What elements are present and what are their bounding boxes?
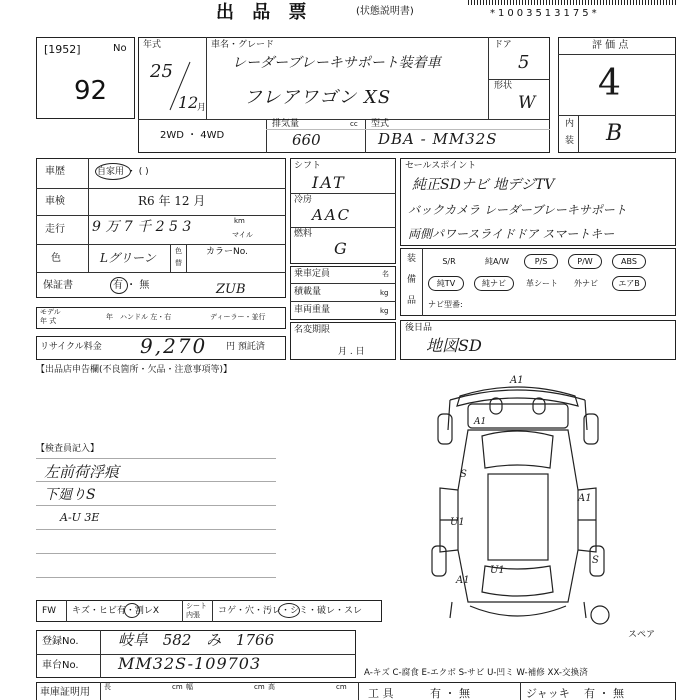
mark-front-a1: A1 — [510, 375, 524, 386]
car-name-label: 車名・グレード — [211, 40, 275, 50]
interior-label-1: 内 — [565, 119, 575, 129]
mark-rear-a1: A1 — [456, 575, 470, 586]
model-value: DBA - MM32S — [378, 130, 498, 148]
month-unit: 月 — [197, 103, 207, 113]
equip-ext-navi: 外ナビ — [574, 279, 598, 288]
interior-label-2: 装 — [565, 136, 575, 146]
car-body — [458, 430, 578, 602]
equipment-label-1: 装 — [407, 254, 417, 264]
lot-number: 92 — [74, 76, 108, 106]
after-items-value: 地図SD — [426, 336, 482, 355]
recycle-amount: 9,270 — [140, 334, 208, 358]
grade-score: 4 — [598, 63, 621, 104]
equip-airbag: エアB — [612, 276, 646, 291]
seat-text: コゲ・穴・汚レ・シミ・破レ・スレ — [218, 606, 363, 616]
jack-value: 有 ・ 無 — [584, 687, 624, 700]
seller-notes-label: 【出品店申告欄(不良箇所・欠品・注意事項等)】 — [36, 365, 233, 375]
door-label: ドア — [494, 40, 512, 50]
year-label: 年式 — [143, 40, 162, 50]
equip-alloy: 純A/W — [484, 257, 510, 266]
sales-point-label: セールスポイント — [405, 161, 477, 171]
barcode-strip — [468, 0, 676, 5]
mark-rear-u1: U1 — [490, 565, 505, 576]
inspection-label: 車検 — [45, 196, 65, 207]
equip-navi: 純ナビ — [474, 276, 514, 291]
repaint-label-2: 替 — [175, 259, 182, 267]
load-label: 積載量 — [294, 287, 322, 297]
cert-wide: 幅 — [186, 683, 193, 691]
equip-leather: 革シート — [526, 279, 558, 288]
cert-wide-unit: cm — [254, 683, 265, 691]
equipment-label-2: 備 — [407, 275, 417, 285]
spare-label: スペア — [628, 630, 656, 640]
sales-line-3: 両側パワースライドドア スマートキー — [408, 227, 615, 241]
color-no-label: カラーNo. — [206, 247, 248, 257]
transfer-label: 名変期限 — [294, 325, 331, 335]
grade-label: 評 価 点 — [592, 40, 629, 51]
shape-label: 形状 — [494, 81, 513, 91]
history-value: 自家用 ・ ( ) — [97, 167, 149, 177]
mile-unit: マイル — [232, 231, 253, 239]
shift-value: IAT — [312, 173, 346, 192]
warranty-label: 保証書 — [43, 280, 73, 291]
displacement-unit: cc — [350, 120, 358, 128]
capacity-unit: 名 — [382, 270, 389, 278]
spare-tire — [591, 606, 609, 624]
color-no-value: ZUB — [216, 282, 246, 297]
transfer-value: 月 . 日 — [338, 347, 365, 357]
car-damage-diagram — [410, 370, 625, 635]
rear-bumper — [470, 606, 566, 616]
cert-high: 高 — [268, 683, 275, 691]
dealer-value: ディーラー・並行 — [210, 313, 266, 321]
model-label: 型式 — [371, 119, 390, 129]
weight-label: 車両重量 — [294, 305, 331, 315]
km-unit: km — [234, 217, 245, 225]
chassis-label: 車台No. — [42, 660, 79, 671]
lot-tag: [1952] — [44, 43, 81, 56]
windshield — [482, 431, 553, 468]
equipment-label-3: 品 — [407, 296, 417, 306]
seat-label-1: シート — [186, 602, 207, 610]
recycle-unit: 円 預託済 — [226, 342, 265, 352]
load-unit: kg — [380, 289, 389, 297]
capacity-label: 乗車定員 — [294, 269, 331, 279]
form-subtitle: (状態説明書) — [356, 6, 414, 17]
cert-long-unit: cm — [172, 683, 183, 691]
car-name-line1: レーダーブレーキサポート装着車 — [232, 55, 441, 71]
interior-grade: B — [606, 121, 623, 146]
displacement-label: 排気量 — [272, 119, 300, 129]
color-label: 色 — [51, 253, 61, 264]
fw-text: キズ・ヒビ有・割レX — [72, 606, 159, 616]
shift-label: シフト — [294, 161, 322, 171]
sales-line-2: バックカメラ レーダーブレーキサポート — [408, 203, 627, 217]
mark-rear-s: S — [592, 555, 599, 566]
inspector-notes-label: 【検査員記入】 — [36, 444, 100, 454]
mark-side-s: S — [460, 469, 467, 480]
displacement-value: 660 — [292, 131, 321, 149]
repaint-label-1: 色 — [175, 247, 182, 255]
cooling-label: 冷房 — [294, 195, 313, 205]
inspector-line-1: 左前荷浮痕 — [44, 463, 120, 481]
bottom-row — [36, 682, 676, 700]
history-label: 車歴 — [45, 166, 65, 177]
mileage-label: 走行 — [45, 224, 65, 235]
month-value: 12 — [178, 93, 199, 112]
lot-no-label: No — [113, 43, 127, 54]
damage-code-legend: A-キズ C-腐食 E-エクボ S-サビ U-凹ミ W-補修 XX-交換済 — [364, 668, 588, 678]
shape-value: W — [518, 93, 536, 113]
mark-right-a1: A1 — [578, 493, 592, 504]
model-year-label-1: モデル — [40, 308, 61, 316]
tools-value: 有 ・ 無 — [430, 687, 470, 700]
warranty-circle — [110, 277, 128, 294]
inspector-line-3: A-U 3E — [60, 511, 100, 524]
car-name-line2: フレアワゴン XS — [244, 87, 392, 108]
reg-label: 登録No. — [42, 636, 79, 647]
recycle-label: リサイクル料金 — [40, 342, 102, 352]
history-circle — [95, 163, 131, 180]
model-year-label-2: 年 式 — [40, 317, 57, 325]
cert-label: 車庫証明用 — [40, 687, 90, 698]
wheel-front-left — [438, 414, 452, 444]
form-title: 出 品 票 — [216, 2, 313, 23]
after-items-label: 後日品 — [405, 323, 433, 333]
weight-unit: kg — [380, 307, 389, 315]
seat-circle — [278, 603, 300, 618]
model-year-unit: 年 — [106, 313, 113, 321]
fw-circle — [124, 603, 140, 618]
equip-pw: P/W — [568, 254, 602, 269]
equip-sr: S/R — [442, 257, 456, 266]
door-value: 5 — [518, 52, 530, 73]
equip-ps: P/S — [524, 254, 558, 269]
wheel-rear-left — [432, 546, 446, 576]
mark-side-u1: U1 — [450, 517, 465, 528]
cooling-value: AAC — [312, 206, 352, 224]
seat-label-2: 内張 — [186, 611, 200, 619]
equip-tv: 純TV — [428, 276, 464, 291]
mark-hood-a1: A1 — [474, 417, 487, 427]
drive-type: 2WD ・ 4WD — [160, 130, 225, 141]
cert-long: 長 — [104, 683, 111, 691]
inspection-value: R6 年 12 月 — [138, 194, 206, 208]
equip-abs: ABS — [612, 254, 646, 269]
fw-label: FW — [42, 606, 57, 616]
cert-high-unit: cm — [336, 683, 347, 691]
jack-label: ジャッキ — [526, 687, 570, 700]
roof — [488, 474, 548, 560]
color-value: Lグリーン — [100, 251, 156, 265]
reg-value: 岐阜 582 み 1766 — [118, 631, 275, 649]
fuel-value: G — [334, 239, 347, 258]
mileage-value: 9 万 7 千 2 5 3 — [92, 219, 192, 235]
nav-model-label: ナビ型番: — [428, 300, 463, 309]
year-value: 25 — [150, 61, 173, 82]
warranty-value: 有 ・ 無 — [113, 280, 150, 291]
sales-line-1: 純正SDナビ 地デジTV — [412, 177, 555, 193]
handle-value: ハンドル 左・右 — [120, 313, 172, 321]
chassis-value: MM32S-109703 — [118, 654, 262, 673]
fuel-label: 燃料 — [294, 229, 313, 239]
barcode-number: *1003513175* — [490, 8, 600, 19]
inspector-line-2: 下廻りS — [44, 487, 96, 503]
tools-label: 工 具 — [368, 687, 394, 700]
